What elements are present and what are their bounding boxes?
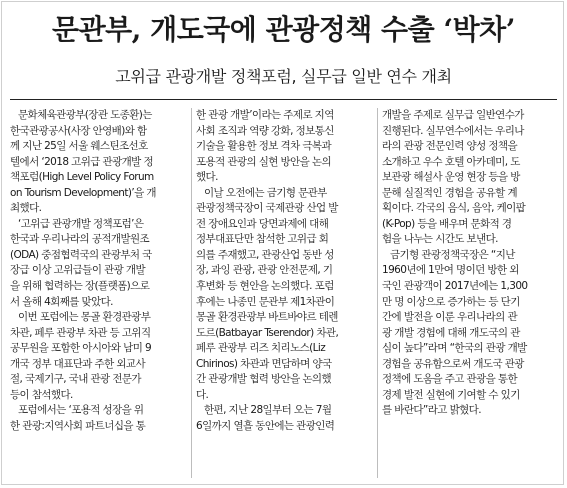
article-line: 차관, 페루 관광부 차관 등 고위직 xyxy=(10,326,151,339)
subheadline: 고위급 관광개발 정책포럼, 실무급 일반 연수 개최 xyxy=(115,67,452,86)
article-line: 라의 관광 전문인력 양성 정책을 xyxy=(382,140,518,153)
article-line: 관광정책국장이 국제관광 산업 발 xyxy=(196,202,338,215)
article-line: 광 개발 경험에 대해 개도국의 관 xyxy=(382,326,520,339)
article-line: 후변화 등 현안을 논의했다. 포럼 xyxy=(196,280,334,293)
article-line: 절, 국제기구, 국내 관광 전문가 xyxy=(10,373,141,386)
article-body xyxy=(10,108,557,480)
article-line: 만 명 이상으로 증가하는 등 단기 xyxy=(382,295,520,308)
article-line: 서 올해 4회째를 맞았다. xyxy=(10,295,113,308)
article-line: 했다. xyxy=(196,171,218,184)
article-line: 정부대표단만 참석한 고위급 회 xyxy=(196,233,329,246)
headline-divider xyxy=(10,99,557,100)
article-line: 금기형 관광정책국장은 “지난 xyxy=(390,248,515,261)
article-line: 간 관광개발 협력 방안을 논의했 xyxy=(196,373,332,386)
article-line: 의를 주재했고, 관광산업 동반 성 xyxy=(196,248,334,261)
article-line: 간에 발전을 이룬 우리나라의 관 xyxy=(382,311,518,324)
article-column-1 xyxy=(10,108,186,480)
article-line: 개발을 주제로 실무급 일반연수가 xyxy=(382,109,524,121)
article-line: ‘고위급 관광개발 정책포럼’은 xyxy=(18,217,144,230)
article-line: 포럼에서는 ‘포용적 성장을 위 xyxy=(18,404,144,417)
article-line: 소개하고 우수 호텔 아카데미, 도 xyxy=(382,155,520,168)
article-line: 획이다. 각국의 음식, 음악, 케이팝 xyxy=(382,202,526,215)
article-line: 경험을 공유함으로써 개도국 관광 xyxy=(382,357,524,370)
article-line: 페루 관광부 리즈 치리노스(Liz xyxy=(196,342,326,355)
article-line: 최했다. xyxy=(10,202,42,215)
article-line: 진행된다. 실무연수에서는 우리나 xyxy=(382,124,524,137)
article-line: 께 지난 25일 서울 웨스틴조선호 xyxy=(10,140,148,153)
article-line: 문해 실질적인 경험을 공유할 계 xyxy=(382,186,518,199)
article-line: 경제 발전 실현에 기여할 수 있기 xyxy=(382,388,520,401)
article-column-2 xyxy=(196,108,372,480)
headline: 문관부, 개도국에 관광정책 수출 ‘박차’ xyxy=(52,13,515,46)
article-column-3 xyxy=(382,108,558,480)
article-line: 보관광 해설사 운영 현장 등을 방 xyxy=(382,171,520,184)
article-line: 다. xyxy=(196,388,209,401)
article-line: 공무원을 포함한 아시아와 남미 9 xyxy=(10,342,152,355)
column-divider xyxy=(191,108,192,478)
article-line: 전 장애요인과 당면과제에 대해 xyxy=(196,217,329,230)
article-line: 한국관광공사(사장 안영배)와 함 xyxy=(10,124,147,137)
article-line: 국인 관광객이 2017년에는 1,300 xyxy=(382,280,528,293)
article-line: 험을 나누는 시간도 보낸다. xyxy=(382,233,498,246)
article-line: 도르(Batbayar Tserendor) 차관, xyxy=(196,326,339,339)
article-line: 를 바란다”라고 밝혔다. xyxy=(382,404,481,417)
article-line: 을 위해 협력하는 장(플랫폼)으로 xyxy=(10,280,150,293)
article-line: 장, 과잉 관광, 관광 안전문제, 기 xyxy=(196,264,333,277)
article-line: 후에는 나종민 문관부 제1차관이 xyxy=(196,295,335,308)
article-line: 사회 조직과 역량 강화, 정보통신 xyxy=(196,124,334,137)
article-line: 1960년에 1만여 명이던 방한 외 xyxy=(382,264,519,277)
article-line: 한 관광 개발’이라는 주제로 지역 xyxy=(196,109,334,121)
article-line: 책포럼(High Level Policy Forum xyxy=(10,171,154,184)
column-divider xyxy=(377,108,378,478)
article-line: (K-Pop) 등을 배우며 문화적 경 xyxy=(382,217,512,230)
article-line: 장급 이상 고위급들이 관광 개발 xyxy=(10,264,146,277)
article-line: 6일까지 열흘 동안에는 관광인력 xyxy=(196,419,335,432)
article-line: 한편, 지난 28일부터 오는 7월 xyxy=(204,404,332,417)
article-line: 정책에 도움을 주고 관광을 통한 xyxy=(382,373,518,386)
article-line: 문화체육관광부(장관 도종환)는 xyxy=(18,109,152,121)
article-line: 심이 높다”라며 “한국의 관광 개발 xyxy=(382,342,527,355)
article-line: (ODA) 중점협력국의 관광부처 국 xyxy=(10,248,152,261)
article-line: 몽골 환경관광부 바트바야르 테렌 xyxy=(196,311,338,324)
article-line: 포용적 관광의 실현 방안을 논의 xyxy=(196,155,332,168)
article-line: 텔에서 ‘2018 고위급 관광개발 정 xyxy=(10,155,153,168)
article-line: 한국과 우리나라의 공적개발원조 xyxy=(10,233,150,246)
article-line: 이날 오전에는 금기형 문관부 xyxy=(204,186,327,199)
article-line: on Tourism Development)’을 개 xyxy=(10,186,156,199)
article-line: Chirinos) 차관과 면담하며 양국 xyxy=(196,357,332,370)
article-line: 기술을 활용한 정보 격차 극복과 xyxy=(196,140,332,153)
article-line: 한 관광:지역사회 파트너십을 통 xyxy=(10,419,146,432)
article-line: 개국 정부 대표단과 주한 외교사 xyxy=(10,357,146,370)
article-line: 이번 포럼에는 몽골 환경관광부 xyxy=(18,311,151,324)
article-line: 등이 참석했다. xyxy=(10,388,73,401)
